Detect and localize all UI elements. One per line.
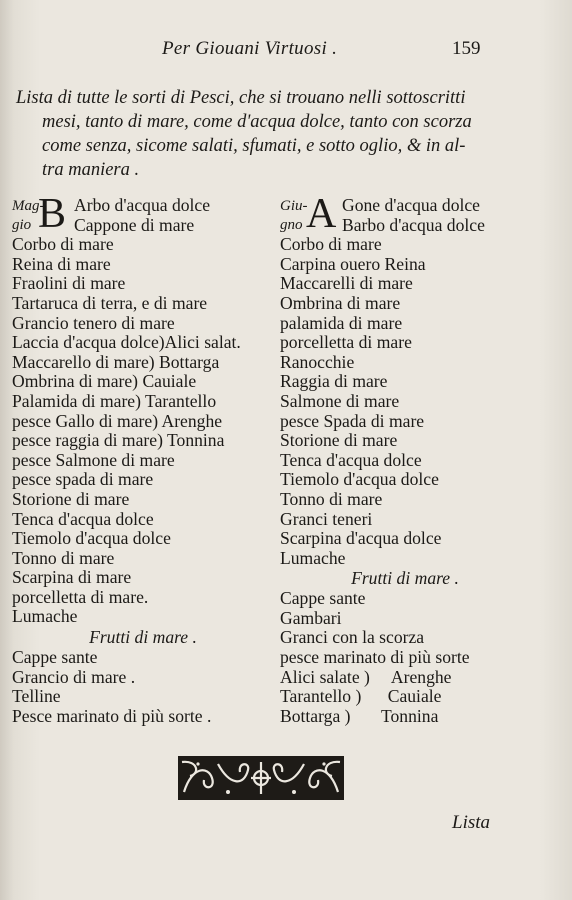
list-item: Ranocchie (280, 351, 355, 372)
list-item: Raggia di mare (280, 371, 388, 392)
list-item: Grancio tenero di mare (12, 312, 175, 333)
section-heading: Frutti di mare . (89, 627, 197, 648)
list-item: Pesce marinato di più sorte . (12, 705, 212, 726)
catchword: Lista (452, 812, 491, 833)
list-item: Reina di mare (12, 253, 111, 274)
list-item: Grancio di mare . (12, 666, 136, 687)
month-label-part1: Giu- (280, 198, 308, 214)
month-label-part2: gio (12, 217, 32, 233)
entry-text: Gone d'acqua dolce (342, 195, 480, 215)
list-item: Carpina ouero Reina (280, 253, 426, 274)
intro-paragraph (16, 86, 531, 182)
list-item: palamida di mare (280, 312, 403, 333)
list-item: Tartaruca di terra, e di mare (12, 292, 208, 313)
list-item: Tarantello ) Cauiale (280, 686, 442, 707)
list-item: Gambari (280, 607, 342, 628)
intro-line: tra maniera . (42, 160, 140, 180)
list-item: Telline (12, 686, 61, 707)
list-item: Cappe sante (12, 647, 98, 668)
list-item: Cappe sante (280, 588, 366, 609)
month-block (280, 191, 342, 237)
list-item: Fraolini di mare (12, 273, 126, 294)
list-item: Lumache (280, 547, 346, 568)
list-item: Corbo di mare (280, 234, 382, 255)
list-item: pesce spada di mare (12, 469, 154, 490)
list-item: Tenca d'acqua dolce (280, 449, 422, 470)
list-item: pesce raggia di mare) Tonnina (12, 430, 225, 451)
list-item: porcelletta di mare (280, 332, 412, 353)
list-item: Tonno di mare (12, 547, 115, 568)
list-item: Maccarello di mare) Bottarga (12, 351, 220, 372)
list-item: Tenca d'acqua dolce (12, 508, 154, 529)
list-item: Lumache (12, 606, 78, 627)
list-item: Ombrina di mare (280, 292, 401, 313)
list-item: Salmone di mare (280, 390, 400, 411)
list-item: Granci teneri (280, 508, 373, 529)
list-item: Granci con la scorza (280, 627, 425, 648)
list-item: Maccarelli di mare (280, 273, 413, 294)
entry-text: Arbo d'acqua dolce (74, 195, 211, 215)
month-block (12, 191, 74, 237)
list-item: pesce Gallo di mare) Arenghe (12, 410, 223, 431)
month-label-part1: Mag- (12, 198, 45, 214)
intro-line: mesi, tanto di mare, come d'acqua dolce, tanto con scorza (42, 112, 472, 132)
list-item: Tiemolo d'acqua dolce (12, 528, 171, 549)
section-heading: Frutti di mare . (351, 568, 459, 589)
list-item: Storione di mare (280, 430, 398, 451)
list-item: pesce marinato di più sorte (280, 647, 470, 668)
list-item: Scarpina d'acqua dolce (280, 528, 442, 549)
list-item: Storione di mare (12, 488, 130, 509)
list-item: Alici salate ) Arenghe (280, 666, 452, 687)
list-item: pesce Salmone di mare (12, 449, 175, 470)
intro-line: come senza, sicome salati, sfumati, e sotto oglio, & in al- (42, 136, 466, 156)
month-label-part2: gno (280, 217, 303, 233)
running-header: Per Giouani Virtuosi . (162, 38, 338, 59)
column-giugno (280, 191, 530, 726)
drop-cap: B (38, 191, 67, 237)
list-item: Corbo di mare (12, 234, 114, 255)
list-item: Cappone di mare (74, 214, 195, 235)
list-item: Laccia d'acqua dolce)Alici salat. (12, 332, 241, 353)
fleuron-ornament-icon (178, 756, 344, 800)
list-item: Palamida di mare) Tarantello (12, 390, 217, 411)
page-number: 159 (452, 38, 481, 59)
list-item: Barbo d'acqua dolce (342, 214, 485, 235)
intro-line: Lista di tutte le sorti di Pesci, che si trouano nelli sottoscritti (16, 88, 466, 108)
list-item: Ombrina di mare) Cauiale (12, 371, 197, 392)
column-maggio (12, 191, 274, 726)
list-item: Tiemolo d'acqua dolce (280, 469, 439, 490)
list-item: Scarpina di mare (12, 567, 132, 588)
list-item: porcelletta di mare. (12, 586, 149, 607)
list-item: pesce Spada di mare (280, 410, 425, 431)
list-item: Tonno di mare (280, 488, 383, 509)
drop-cap: A (306, 191, 337, 237)
list-item: Bottarga ) Tonnina (280, 705, 439, 726)
